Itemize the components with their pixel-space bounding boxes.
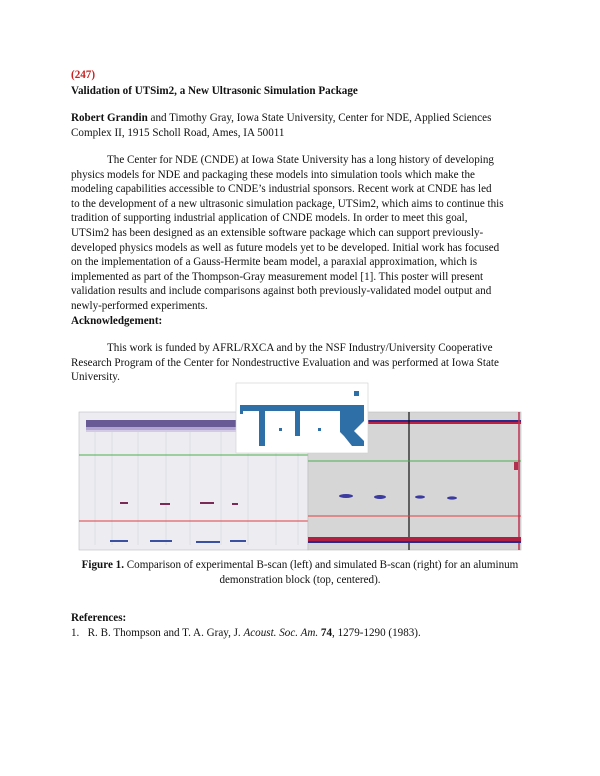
references-heading: References:: [71, 612, 127, 624]
abstract-line: UTSim2 has been designed as an extensible software package which can support previously-: [71, 226, 484, 239]
lead-author: Robert Grandin: [71, 112, 148, 124]
abstract-line: to the development of a new ultrasonic simulation package, UTSim2, which aims to continue this: [71, 197, 504, 210]
abstract-number: (247): [71, 69, 96, 81]
reference-pages-year: , 1279-1290 (1983).: [332, 627, 421, 639]
abstract-line: implemented as part of the Thompson-Gray measurement model [1]. This poster will present: [71, 270, 484, 283]
abstract-line: validation results and include comparisons against both previously-validated model output and: [71, 285, 492, 298]
acknowledgement-line: This work is funded by AFRL/RXCA and by the NSF Industry/University Cooperative: [107, 342, 493, 354]
acknowledgement-heading: Acknowledgement:: [71, 315, 163, 327]
acknowledgement-line: University.: [71, 371, 120, 384]
reference-authors: R. B. Thompson and T. A. Gray, J.: [87, 627, 244, 639]
reference-volume: 74: [318, 627, 333, 639]
paper-title: Validation of UTSim2, a New Ultrasonic Simulation Package: [71, 85, 358, 97]
affiliation-address: Complex II, 1915 Scholl Road, Ames, IA 50011: [71, 127, 285, 139]
abstract-line: tradition of supporting industrial application of CNDE models. In order to meet this goal,: [71, 212, 468, 225]
reference-journal: Acoust. Soc. Am.: [243, 627, 319, 639]
acknowledgement-line: Research Program of the Center for Nondestructive Evaluation and was performed at Iowa State: [71, 356, 499, 369]
figure-label: Figure 1.: [81, 559, 124, 571]
abstract-line: The Center for NDE (CNDE) at Iowa State University has a long history of developing: [107, 154, 494, 166]
figure-caption: [75, 558, 525, 587]
abstract-line: developed physics models as well as future models yet to be developed. Initial work has focused: [71, 241, 500, 254]
abstract-line: newly-performed experiments.: [71, 299, 208, 312]
figure-caption-text: Comparison of experimental B-scan (left) and simulated B-scan (right) for an aluminum demonstration block (top, centered).: [123, 559, 519, 586]
abstract-line: on the implementation of a Gauss-Hermite beam model, a paraxial approximation, which is: [71, 256, 478, 269]
reference-number: 1.: [71, 627, 80, 639]
coauthor-affiliation: and Timothy Gray, Iowa State University, Center for NDE, Applied Sciences: [147, 112, 492, 124]
aluminum-block-diagram: [236, 383, 368, 453]
abstract-line: physics models for NDE and packaging these models into simulation tools which make the: [71, 168, 475, 181]
reference-item: [71, 626, 421, 641]
abstract-line: modeling capabilities accessible to CNDE’s industrial sponsors. Recent work at CNDE has led: [71, 183, 492, 196]
